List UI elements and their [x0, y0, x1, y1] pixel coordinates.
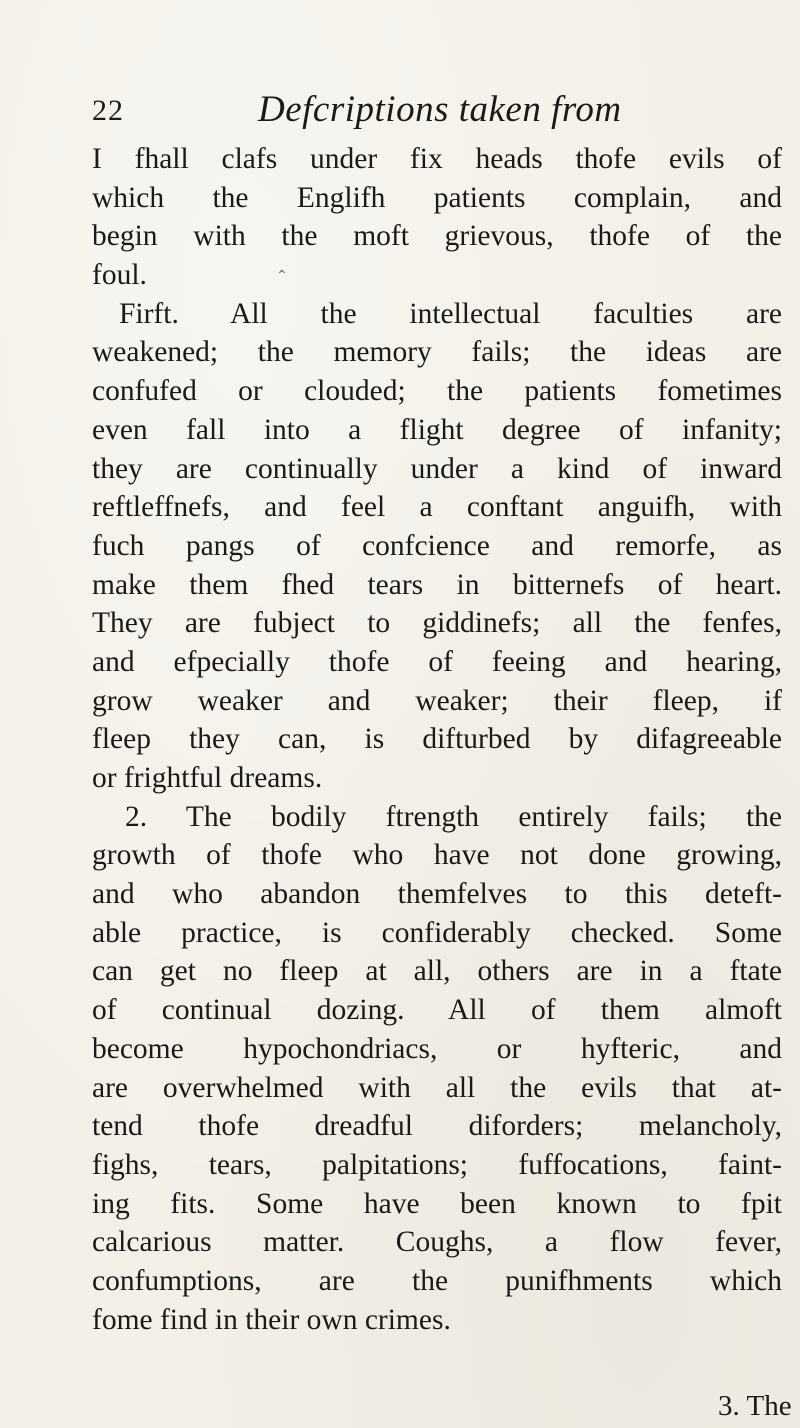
text-line: able practice, is confiderably checked. Some — [92, 916, 782, 949]
text-line: 2. The bodily ftrength entirely fails; the — [125, 800, 782, 833]
text-line: which the Englifh patients complain, and — [92, 181, 782, 214]
text-line: grow weaker and weaker; their fleep, if — [92, 684, 782, 717]
running-head — [0, 88, 800, 138]
catchword: 3. The — [718, 1390, 792, 1422]
body-text — [92, 140, 782, 1339]
text-line: fome find in their own crimes. — [92, 1303, 451, 1336]
text-line: fleep they can, is difturbed by difagreeable — [92, 723, 782, 756]
text-line: weakened; the memory fails; the ideas are — [92, 336, 782, 369]
text-line: foul. — [92, 259, 147, 292]
text-line: and who abandon themfelves to this deteft- — [92, 878, 782, 911]
text-line: confumptions, are the punifhments which — [92, 1264, 782, 1297]
text-line: confufed or clouded; the patients fometimes — [92, 375, 782, 408]
text-line: fuch pangs of confcience and remorfe, as — [92, 529, 782, 562]
text-line: growth of thofe who have not done growing, — [92, 839, 782, 872]
text-line: They are fubject to giddinefs; all the fenfes, — [92, 607, 782, 640]
text-line: they are continually under a kind of inward — [92, 452, 782, 485]
text-line: reftleffnefs, and feel a conftant anguifh, with — [92, 491, 782, 524]
ink-speck: ⌃ — [276, 269, 288, 284]
text-line: even fall into a flight degree of infanity; — [92, 413, 782, 446]
text-line: tend thofe dreadful diforders; melancholy, — [92, 1110, 782, 1143]
running-title: Defcriptions taken from — [258, 89, 622, 130]
text-line: Firft. All the intellectual faculties are — [119, 297, 782, 330]
text-line: of continual dozing. All of them almoft — [92, 994, 782, 1027]
text-line: calcarious matter. Coughs, a flow fever, — [92, 1226, 782, 1259]
text-line: are overwhelmed with all the evils that at- — [92, 1071, 782, 1104]
text-line: begin with the moft grievous, thofe of the — [92, 220, 782, 253]
text-line: make them fhed tears in bitternefs of heart. — [92, 568, 782, 601]
text-line: I fhall clafs under fix heads thofe evils of — [92, 143, 782, 175]
text-line: or frightful dreams. — [92, 762, 323, 794]
page-number: 22 — [92, 94, 124, 127]
text-line: become hypochondriacs, or hyfteric, and — [92, 1032, 782, 1065]
text-line: ing fits. Some have been known to fpit — [92, 1187, 782, 1220]
text-line: can get no fleep at all, others are in a ftate — [92, 955, 782, 988]
text-line: fighs, tears, palpitations; fuffocations, faint- — [92, 1148, 782, 1181]
text-line: and efpecially thofe of feeing and hearing, — [92, 645, 782, 678]
